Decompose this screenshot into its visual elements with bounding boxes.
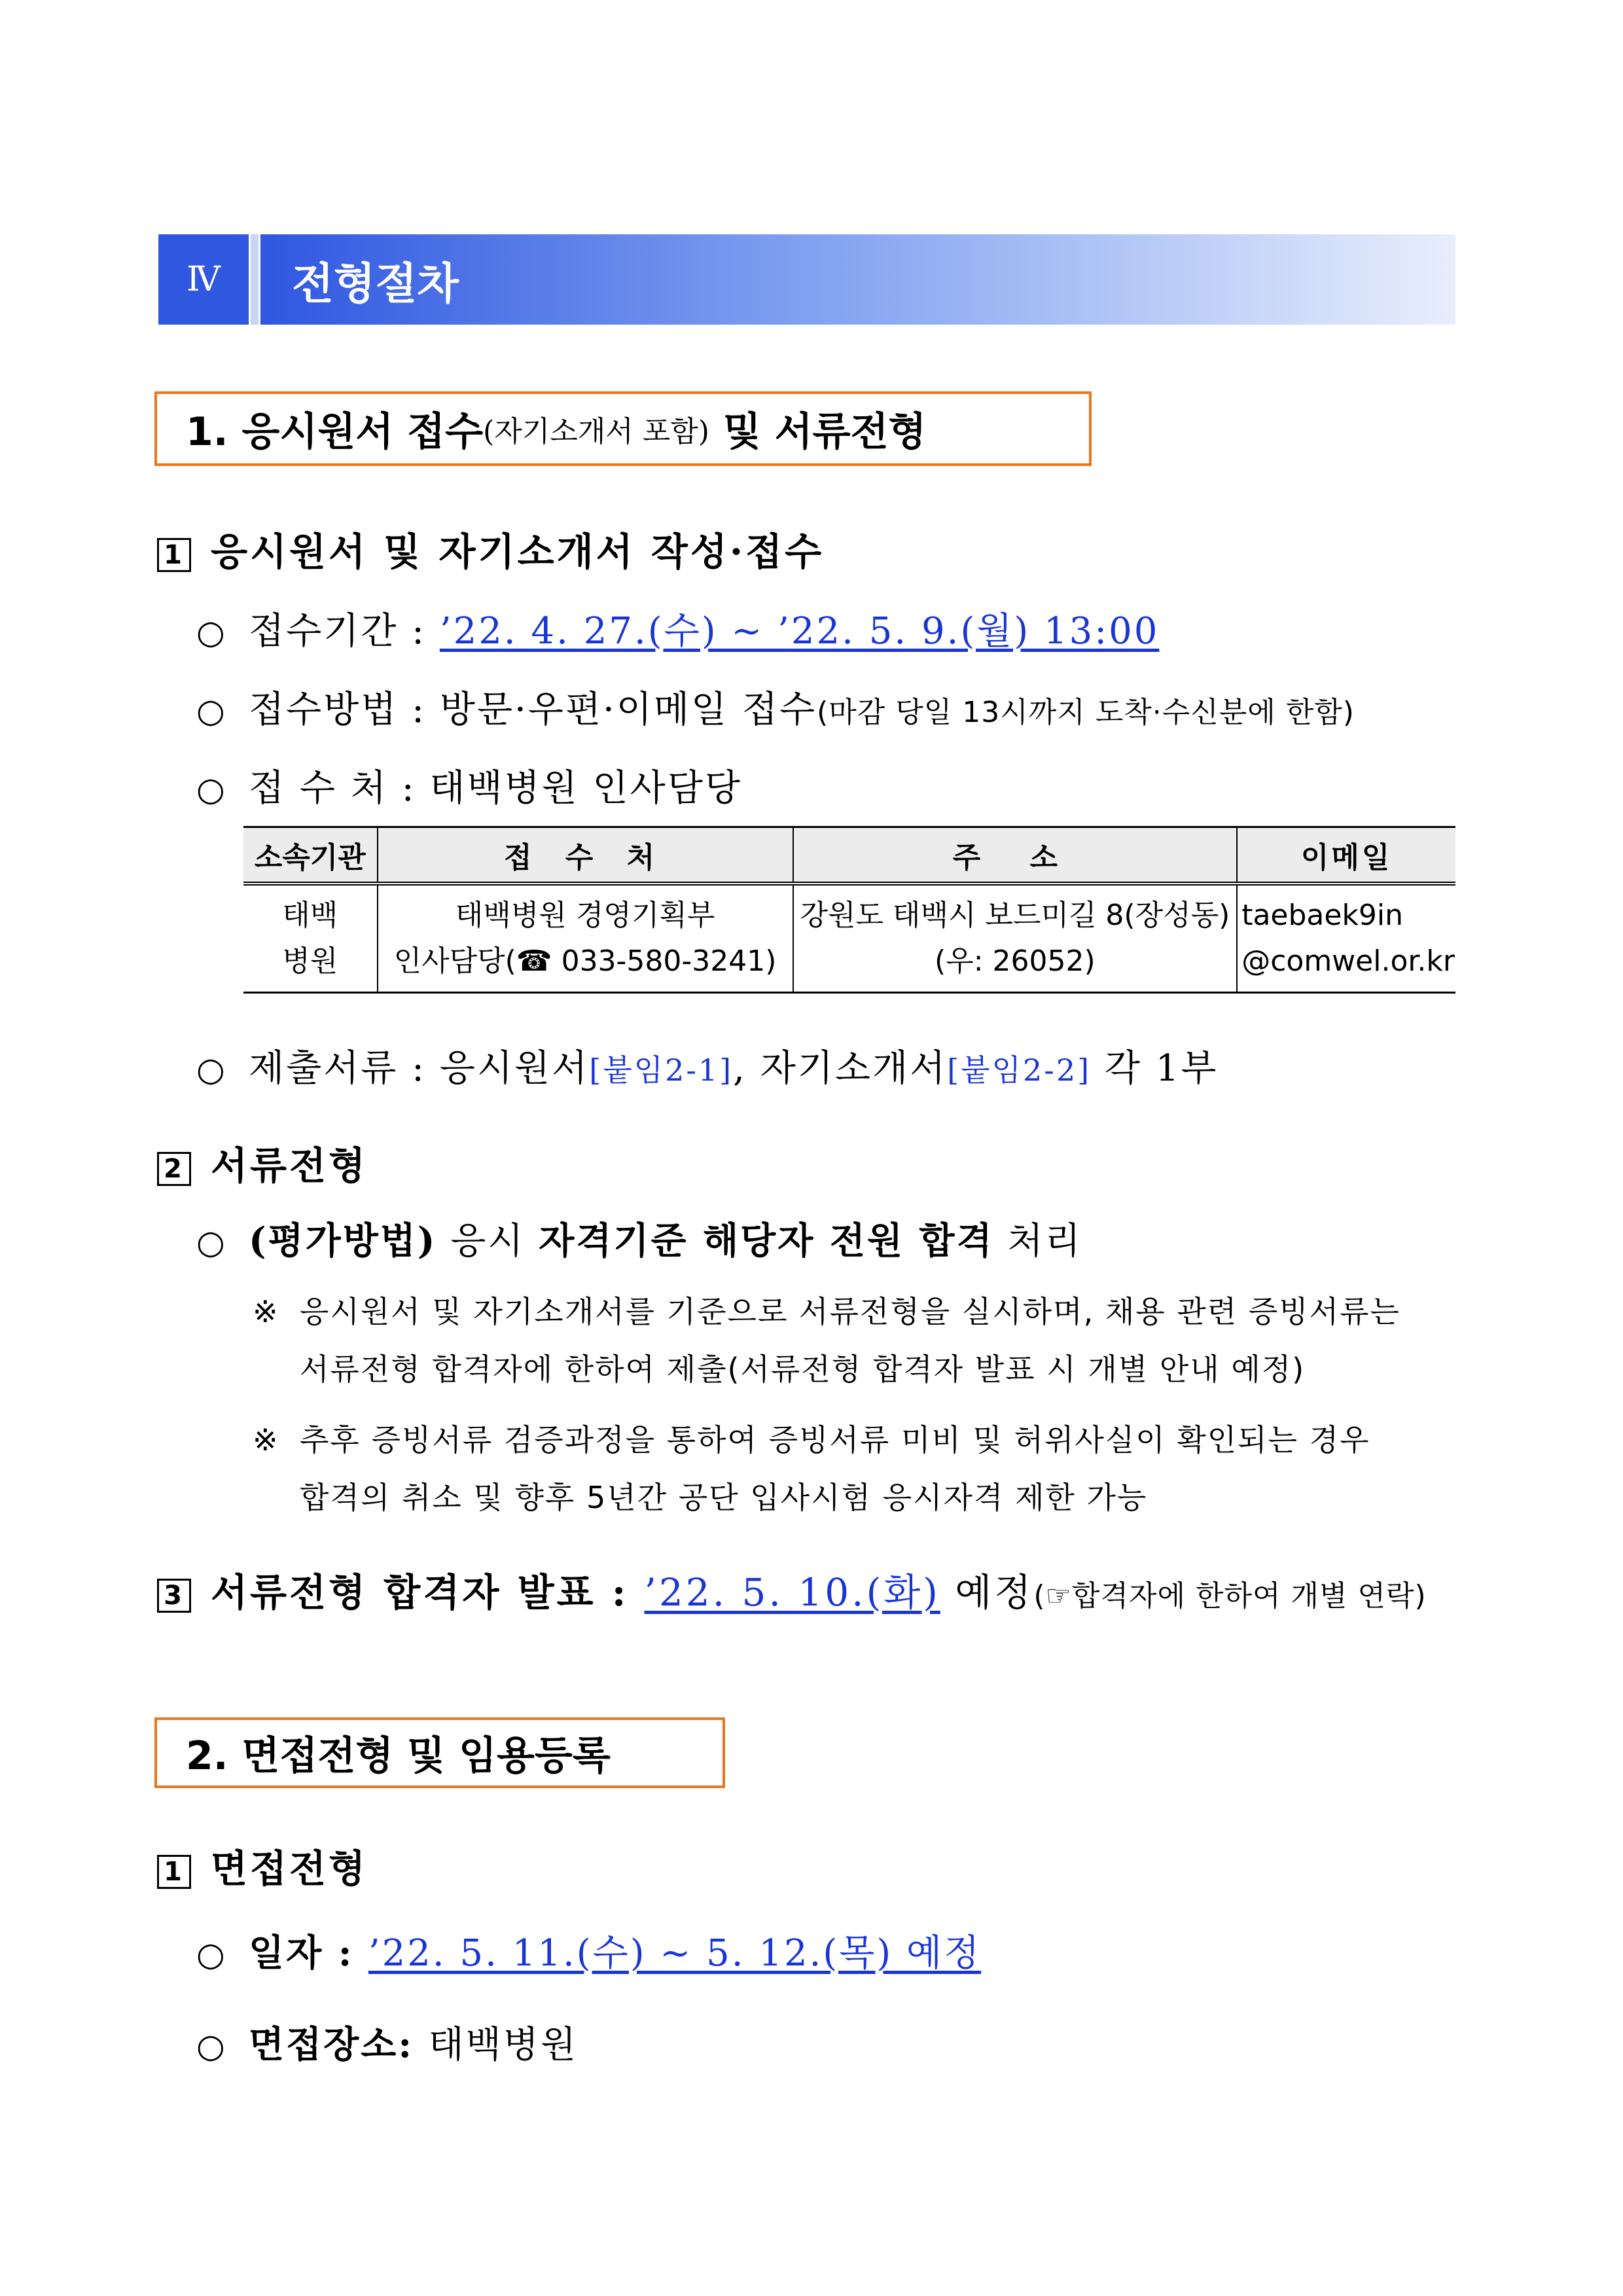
table-header-org: 소속기관 (243, 827, 378, 884)
section1-title-pre: 1. 응시원서 접수 (186, 409, 484, 455)
item2-title: 서류전형 (211, 1143, 368, 1188)
item2-number: 2 (157, 1152, 191, 1186)
cell-dept (378, 884, 793, 993)
cell-dept-line2: 인사담당(☎ 033-580-3241) (393, 944, 777, 978)
cell-email-line1[interactable]: taebaek9in (1241, 899, 1404, 932)
section2-title-box (154, 1717, 725, 1788)
reference-mark: ※ (253, 1422, 279, 1458)
chapter-title: 전형절차 (292, 258, 459, 309)
docs-line (196, 1039, 1218, 1092)
eval-end: 처리 (993, 1220, 1082, 1263)
announce-note: (☞합격자에 한하여 개별 연락) (1033, 1579, 1427, 1613)
chapter-divider (251, 234, 259, 325)
cell-email (1237, 884, 1455, 993)
chapter-number: Ⅳ (158, 234, 249, 325)
place-label: 접 수 처 : 태백병원 인사담당 (249, 767, 742, 810)
table-row (243, 884, 1455, 993)
interview-date-value: ’22. 5. 11.(수) ~ 5. 12.(목) 예정 (368, 1932, 982, 1975)
note-1-line2: 서류전형 합격자에 한하여 제출(서류전형 합격자 발표 시 개별 안내 예정) (300, 1352, 1306, 1387)
item3-heading (157, 1562, 1427, 1617)
announce-after: 예정 (940, 1570, 1034, 1615)
interview-date-label: 일자 : (249, 1931, 368, 1975)
table-header-email: 이메일 (1237, 827, 1455, 884)
cell-org (243, 884, 378, 993)
circle-bullet-icon: ○ (196, 1935, 227, 1973)
item2-heading (157, 1135, 368, 1190)
eval-line (196, 1212, 1082, 1265)
table-header-row (243, 827, 1455, 884)
reception-table (243, 826, 1455, 994)
interview-place-line (196, 2016, 578, 2068)
note-2-line1: 추후 증빙서류 검증과정을 통하여 증빙서류 미비 및 허위사실이 확인되는 경우 (300, 1422, 1370, 1458)
item1-heading (157, 521, 824, 576)
note-1 (253, 1283, 1400, 1398)
note-2-line2: 합격의 취소 및 향후 5년간 공단 입사시험 응시자격 제한 가능 (300, 1480, 1148, 1515)
period-label: 접수기간 : (249, 610, 440, 653)
item3-title: 서류전형 합격자 발표 : (211, 1570, 645, 1615)
item3-number: 3 (157, 1579, 191, 1613)
docs-attachment-2: [붙임2-2] (947, 1052, 1092, 1088)
circle-bullet-icon: ○ (196, 1223, 227, 1261)
interview-heading (157, 1838, 368, 1893)
note-1-line1: 응시원서 및 자기소개서를 기준으로 서류전형을 실시하며, 채용 관련 증빙서류는 (300, 1294, 1400, 1329)
section1-title-post: 및 서류전형 (709, 409, 927, 455)
cell-address-line2: (우: 26052) (935, 944, 1096, 978)
docs-end: 각 1부 (1091, 1047, 1219, 1090)
circle-bullet-icon: ○ (196, 770, 227, 808)
item1-number: 1 (157, 538, 191, 572)
table-header-dept: 접 수 처 (378, 827, 793, 884)
period-value: ’22. 4. 27.(수) ~ ’22. 5. 9.(월) 13:00 (439, 610, 1160, 653)
section1-title-box (154, 391, 1092, 466)
docs-mid: , 자기소개서 (733, 1047, 948, 1090)
circle-bullet-icon: ○ (196, 613, 227, 651)
cell-email-line2[interactable]: @comwel.or.kr (1241, 944, 1455, 978)
place-line (196, 759, 742, 812)
eval-method-label: (평가방법) (249, 1219, 437, 1263)
circle-bullet-icon: ○ (196, 692, 227, 730)
docs-attachment-1: [붙임2-1] (589, 1052, 734, 1088)
period-line (196, 602, 1159, 655)
interview-place-value: 태백병원 (428, 2024, 578, 2066)
section1-title-paren: (자기소개서 포함) (483, 415, 709, 448)
docs-label: 제출서류 : 응시원서 (249, 1047, 590, 1090)
interview-number: 1 (157, 1855, 191, 1889)
cell-dept-line1: 태백병원 경영기획부 (455, 899, 715, 932)
eval-bold: 자격기준 해당자 전원 합격 (539, 1219, 994, 1263)
method-note: (마감 당일 13시까지 도착·수신분에 한함) (817, 696, 1355, 729)
section2-title: 2. 면접전형 및 임용등록 (186, 1733, 611, 1779)
cell-address-line1: 강원도 태백시 보드미길 8(장성동) (800, 899, 1230, 932)
reference-mark: ※ (253, 1294, 279, 1329)
cell-address (793, 884, 1238, 993)
circle-bullet-icon: ○ (196, 1050, 227, 1088)
eval-mid: 응시 (437, 1220, 539, 1263)
interview-title: 면접전형 (211, 1846, 368, 1891)
announce-date: ’22. 5. 10.(화) (644, 1570, 940, 1615)
method-label: 접수방법 : 방문·우편·이메일 접수 (249, 689, 817, 731)
interview-date-line (196, 1924, 981, 1977)
cell-org-line1: 태백 (282, 899, 338, 932)
circle-bullet-icon: ○ (196, 2027, 227, 2065)
method-line (196, 681, 1355, 733)
table-header-address: 주 소 (793, 827, 1238, 884)
interview-place-label: 면접장소: (249, 2023, 429, 2066)
cell-org-line2: 병원 (282, 944, 338, 978)
note-2 (253, 1411, 1370, 1526)
item1-title: 응시원서 및 자기소개서 작성·접수 (211, 529, 825, 574)
